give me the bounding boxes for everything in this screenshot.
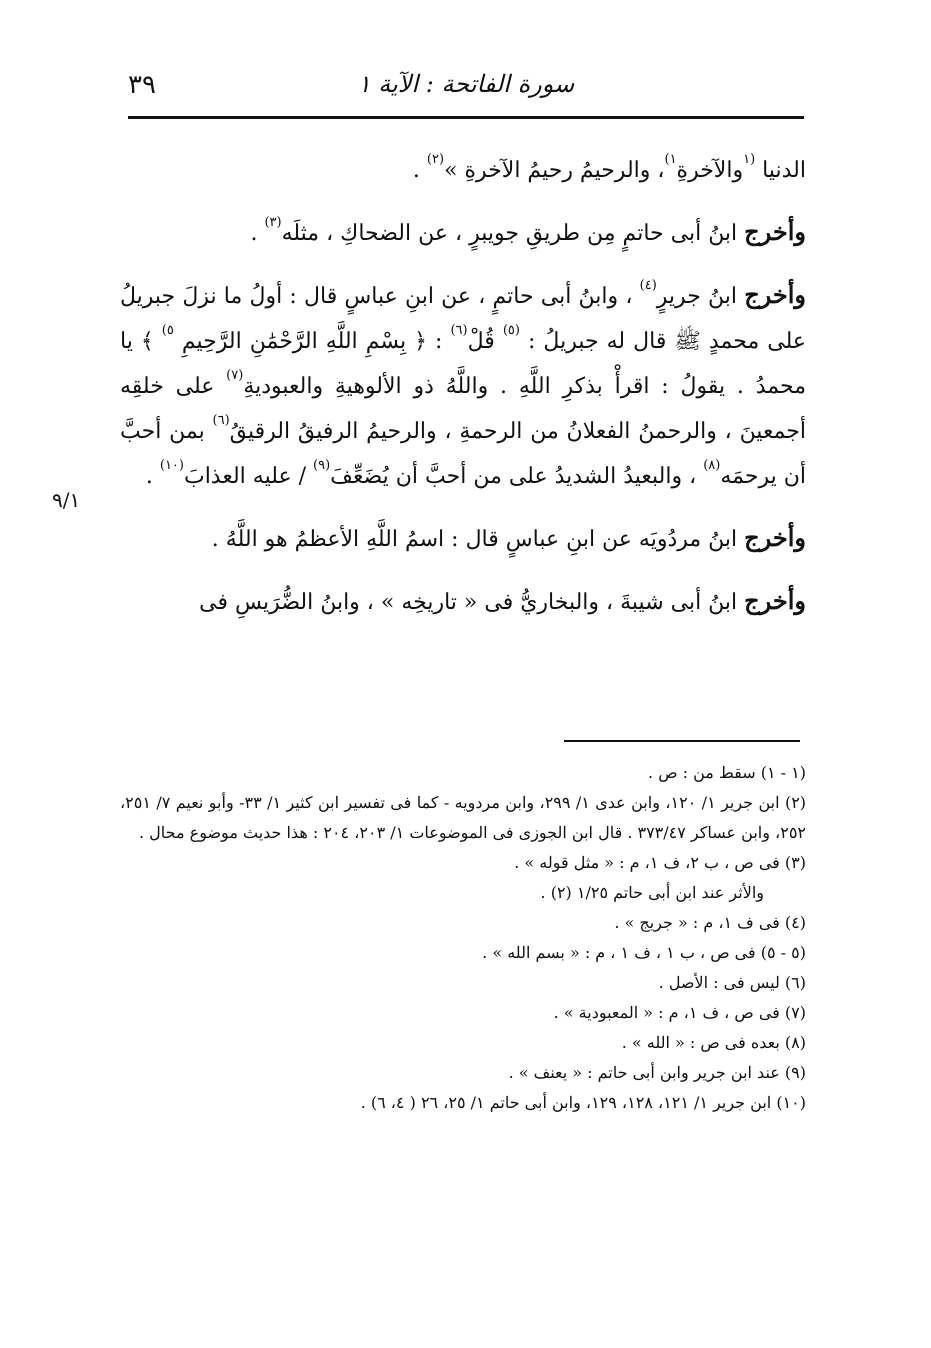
paragraph-5: وأخرج ابنُ أبى شيبةَ ، والبخاريُّ فى « تاريخِه » ، وابنُ الضُّرَيسِ فى bbox=[199, 586, 806, 615]
footnote: (٧) فى ص ، ف ١، م : « المعبودية » . bbox=[553, 1003, 806, 1022]
footnote: (٨) بعده فى ص : « الله » . bbox=[621, 1033, 806, 1052]
footnote-marker: (٦) bbox=[212, 413, 230, 428]
footnote-marker: (٦) bbox=[450, 323, 468, 338]
footnote-marker: (٧) bbox=[226, 368, 244, 383]
footnote-rule bbox=[564, 740, 800, 742]
lead-word: وأخرج bbox=[744, 217, 806, 246]
footnotes bbox=[120, 758, 806, 1118]
footnote: (٦) ليس فى : الأصل . bbox=[658, 973, 806, 992]
page-header bbox=[128, 68, 804, 112]
running-title: سورة الفاتحة : الآية ١ bbox=[357, 70, 575, 98]
paragraph-3: وأخرج ابنُ جريرٍ$^{(٤)}$ ، وابنُ أبى حاتمٍ ، عن ابنِ عباسٍ قال : أولُ ما نزلَ جبريلُ على محمدٍ ﷺ قال له جبريلُ : $^{(٥)}$ قُلْ$^{(٦)}$ : ﴿ بِسْمِ اللَّهِ الرَّحْمَٰنِ الرَّحِيمِ $^{٥)}$ ﴾ يا محمدُ . يقولُ : اقرأْ بذكرِ اللَّهِ . واللَّهُ ذو الألوهيةِ والعبوديةِ$^{(٧)}$ على خلقِه أجمعينَ ، والرحمنُ الفعلانُ من الرحمةِ ، والرحيمُ الرفيقُ الرقيقُ$^{(٦)}$ بمن أحبَّ أن يرحمَه$^{(٨)}$ ، والبعيدُ الشديدُ على من أحبَّ أن يُضَعِّفَ$^{(٩)}$ / عليه العذابَ$^{(١٠)}$ . bbox=[120, 278, 807, 489]
footnote: (١ - ١) سقط من : ص . bbox=[648, 763, 806, 782]
footnote-marker: (٣) bbox=[264, 215, 282, 230]
footnote-marker: (٨) bbox=[703, 458, 721, 473]
main-text bbox=[120, 148, 806, 625]
page-number: ٣٩ bbox=[128, 70, 156, 100]
footnote: (١٠) ابن جرير ١/ ١٢١، ١٢٨، ١٢٩، وابن أبى حاتم ١/ ٢٥، ٢٦ ( ٤، ٦) . bbox=[360, 1093, 806, 1112]
footnote: (٢) ابن جرير ١/ ١٢٠، وابن عدى ١/ ٢٩٩، وابن مردويه - كما فى تفسير ابن كثير ١/ ٣٣- وأبو نعيم ٧/ ٢٥١، ٢٥٢، وابن عساكر ٣٧٣/٤٧ . قال ابن الجوزى فى الموضوعات ١/ ٢٠٣، ٢٠٤ : هذا حديث موضوع محال . bbox=[120, 793, 807, 842]
footnote-marker: ١) bbox=[664, 152, 677, 167]
footnote-marker: (١٠) bbox=[159, 458, 184, 473]
paragraph-4: وأخرج ابنُ مردُويَه عن ابنِ عباسٍ قال : اسمُ اللَّهِ الأعظمُ هو اللَّهُ . bbox=[211, 523, 806, 552]
lead-word: وأخرج bbox=[744, 586, 806, 615]
footnote-marker: (٥) bbox=[502, 323, 520, 338]
footnote-marker: (٩) bbox=[313, 458, 331, 473]
footnote-continuation: والأثر عند ابن أبى حاتم ١/٢٥ (٢) . bbox=[540, 883, 764, 902]
footnote: (٤) فى ف ١، م : « جريج » . bbox=[614, 913, 806, 932]
footnote-marker: ٥) bbox=[161, 323, 174, 338]
header-rule bbox=[128, 116, 804, 119]
footnote-marker: (٢) bbox=[426, 152, 445, 167]
lead-word: وأخرج bbox=[744, 523, 806, 552]
paragraph-2: وأخرج ابنُ أبى حاتمٍ مِن طريقِ جويبرٍ ، عن الضحاكِ ، مثلَه$^{(٣)}$ . bbox=[250, 215, 806, 246]
lead-word: وأخرج bbox=[744, 280, 807, 309]
footnote-marker: (١ bbox=[743, 152, 756, 167]
footnote: (٥ - ٥) فى ص ، ب ١ ، ف ١ ، م : « بسم الله » . bbox=[482, 943, 806, 962]
footnote: (٣) فى ص ، ب ٢، ف ١، م : « مثل قوله » . bbox=[514, 853, 806, 872]
paragraph-1: الدنيا $^{(١}$والآخرةِ$^{١)}$، والرحيمُ رحيمُ الآخرةِ »$^{(٢)}$ . bbox=[412, 152, 806, 183]
footnote-marker: (٤) bbox=[639, 278, 657, 293]
margin-volume-page-ref: ٩/١ bbox=[52, 488, 81, 512]
footnote: (٩) عند ابن جرير وابن أبى حاتم : « يعنف » . bbox=[508, 1063, 806, 1082]
